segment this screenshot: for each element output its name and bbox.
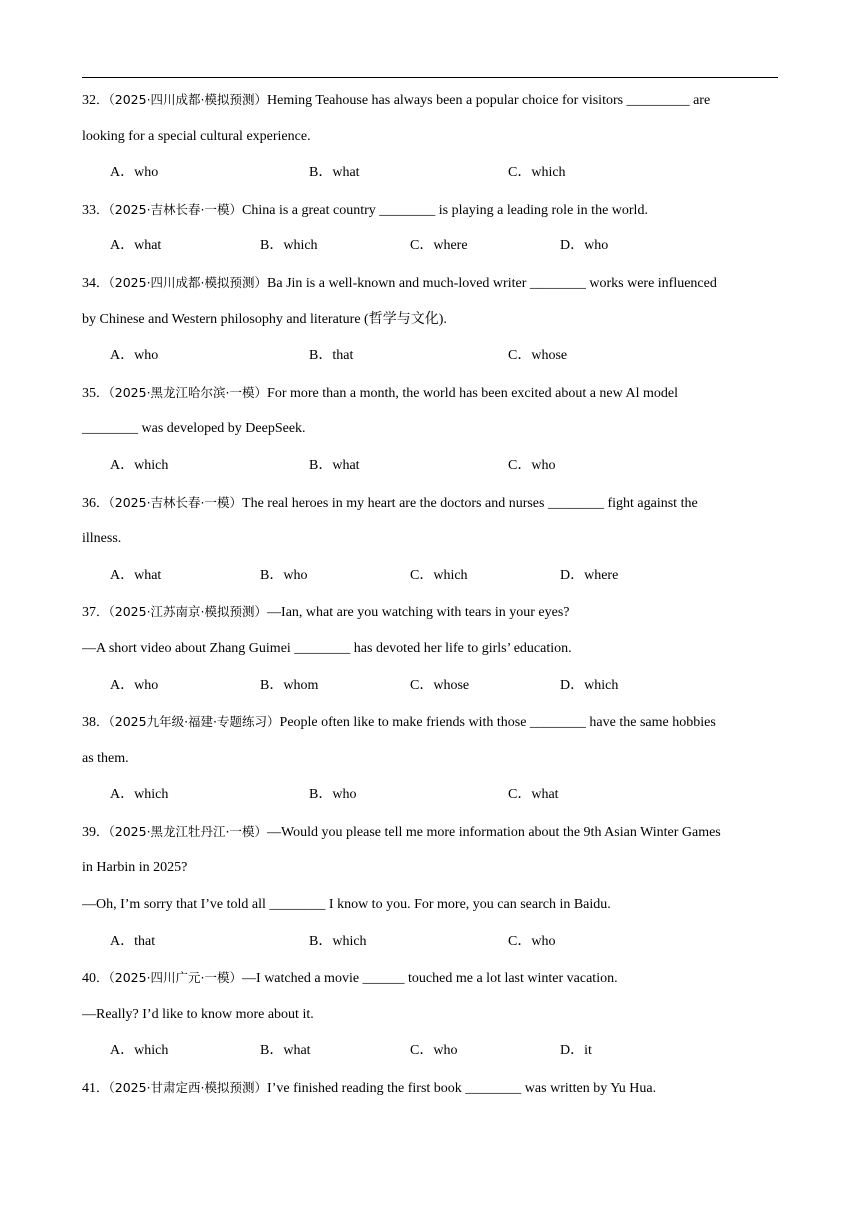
- question-text-line: as them.: [82, 750, 129, 766]
- question-41: [82, 1070, 778, 1107]
- question-number: 35: [82, 385, 96, 401]
- number-separator: ．: [96, 970, 109, 986]
- question-number: 33: [82, 202, 96, 218]
- option-b[interactable]: B．what: [260, 1043, 311, 1059]
- question-37: [82, 594, 778, 704]
- question-text-line: —Oh, I’m sorry that I’ve told all ________ I know to you. For more, you can search in Baidu.: [82, 897, 611, 913]
- question-text-line: —Really? I’d like to know more about it.: [82, 1006, 314, 1022]
- question-stem: [82, 814, 778, 851]
- option-c[interactable]: C．which: [410, 567, 468, 583]
- option-a[interactable]: A．which: [110, 457, 169, 473]
- number-separator: ．: [96, 714, 109, 730]
- question-text: For more than a month, the world has been excited about a new Al model: [267, 385, 678, 401]
- option-a[interactable]: A．who: [110, 165, 159, 181]
- question-40: [82, 960, 778, 1070]
- question-stem: [82, 704, 778, 741]
- question-text-line: in Harbin in 2025?: [82, 860, 188, 876]
- question-source: （2025·甘肃定西·模拟预测）: [108, 1080, 268, 1096]
- question-text-line: illness.: [82, 531, 122, 547]
- question-source: （2025·吉林长春·一模）: [108, 494, 243, 510]
- option-b[interactable]: B．whom: [260, 677, 319, 693]
- question-stem: [82, 485, 778, 522]
- question-text: —Would you please tell me more information about the 9th Asian Winter Games: [267, 824, 721, 840]
- option-a[interactable]: A．what: [110, 567, 162, 583]
- question-number: 40: [82, 971, 96, 987]
- option-b[interactable]: B．which: [309, 933, 367, 949]
- answer-options: [82, 1033, 778, 1070]
- question-text: China is a great country ________ is playing a leading role in the world.: [242, 202, 648, 218]
- answer-options: [82, 558, 778, 595]
- question-source: （2025·黑龙江牡丹江·一模）: [108, 823, 268, 839]
- answer-options: [82, 338, 778, 375]
- number-separator: ．: [96, 604, 109, 620]
- option-c[interactable]: C．whose: [410, 677, 470, 693]
- question-text: Ba Jin is a well-known and much-loved writer ________ works were influenced: [267, 275, 717, 291]
- question-33: [82, 192, 778, 265]
- question-text-line: by Chinese and Western philosophy and literature (哲学与文化).: [82, 311, 447, 327]
- number-separator: ．: [96, 92, 109, 107]
- number-separator: ．: [96, 1080, 109, 1096]
- option-c[interactable]: C．who: [508, 933, 556, 949]
- number-separator: ．: [96, 201, 109, 217]
- header-rule: [82, 77, 778, 78]
- option-b[interactable]: B．what: [309, 457, 360, 473]
- question-source: （2025·吉林长春·一模）: [108, 201, 243, 217]
- question-number: 36: [82, 495, 96, 511]
- number-separator: ．: [96, 823, 109, 839]
- number-separator: ．: [96, 384, 109, 400]
- question-source: （2025·四川成都·模拟预测）: [108, 92, 268, 107]
- option-a[interactable]: A．what: [110, 238, 162, 254]
- question-text: People often like to make friends with those ________ have the same hobbies: [279, 715, 716, 731]
- option-b[interactable]: B．what: [309, 165, 360, 181]
- question-source: （2025·江苏南京·模拟预测）: [108, 604, 268, 620]
- option-b[interactable]: B．who: [309, 787, 357, 803]
- option-c[interactable]: C．what: [508, 787, 559, 803]
- option-c[interactable]: C．where: [410, 238, 468, 254]
- option-b[interactable]: B．who: [260, 567, 308, 583]
- question-stem: [82, 594, 778, 631]
- question-stem: [82, 1070, 778, 1107]
- option-d[interactable]: D．it: [560, 1043, 592, 1059]
- question-number: 34: [82, 275, 96, 291]
- question-stem: [82, 375, 778, 412]
- question-text: Heming Teahouse has always been a popular choice for visitors _________ are: [267, 93, 711, 108]
- question-39: [82, 814, 778, 960]
- option-a[interactable]: A．who: [110, 348, 159, 364]
- question-text-line: ________ was developed by DeepSeek.: [82, 421, 306, 437]
- question-number: 39: [82, 824, 96, 840]
- option-d[interactable]: D．where: [560, 567, 619, 583]
- option-d[interactable]: D．which: [560, 677, 619, 693]
- answer-options: [82, 448, 778, 485]
- option-c[interactable]: C．which: [508, 165, 566, 181]
- answer-options: [82, 924, 778, 961]
- option-d[interactable]: D．who: [560, 238, 609, 254]
- question-text: The real heroes in my heart are the doctors and nurses ________ fight against the: [242, 495, 698, 511]
- question-38: [82, 704, 778, 814]
- option-a[interactable]: A．which: [110, 787, 169, 803]
- question-stem: [82, 265, 778, 302]
- question-text-line: looking for a special cultural experience.: [82, 128, 311, 144]
- option-a[interactable]: A．that: [110, 933, 156, 949]
- question-number: 32: [82, 93, 96, 108]
- question-stem: [82, 192, 778, 229]
- answer-options: [82, 228, 778, 265]
- question-source: （2025·黑龙江哈尔滨·一模）: [108, 384, 268, 400]
- question-text: I’ve finished reading the first book ________ was written by Yu Hua.: [267, 1081, 657, 1097]
- number-separator: ．: [96, 494, 109, 510]
- question-text: —Ian, what are you watching with tears in your eyes?: [267, 605, 570, 621]
- option-a[interactable]: A．which: [110, 1043, 169, 1059]
- question-text: —I watched a movie ______ touched me a lot last winter vacation.: [242, 971, 618, 987]
- question-number: 37: [82, 605, 96, 621]
- question-34: [82, 265, 778, 375]
- question-source: （2025·四川广元·一模）: [108, 970, 243, 986]
- question-number: 41: [82, 1081, 96, 1097]
- question-35: [82, 375, 778, 485]
- answer-options: [82, 155, 778, 192]
- answer-options: [82, 777, 778, 814]
- question-32: [82, 82, 778, 192]
- question-36: [82, 485, 778, 595]
- question-stem: [82, 960, 778, 997]
- option-c[interactable]: C．who: [508, 457, 556, 473]
- question-stem: [82, 82, 778, 119]
- question-text-line: —A short video about Zhang Guimei ________ has devoted her life to girls’ education.: [82, 640, 572, 656]
- option-c[interactable]: C．who: [410, 1043, 458, 1059]
- option-a[interactable]: A．who: [110, 677, 159, 693]
- question-source: （2025九年级·福建·专题练习）: [108, 714, 280, 730]
- number-separator: ．: [96, 274, 109, 290]
- option-b[interactable]: B．that: [309, 348, 354, 364]
- answer-options: [82, 668, 778, 705]
- option-c[interactable]: C．whose: [508, 348, 568, 364]
- question-source: （2025·四川成都·模拟预测）: [108, 274, 268, 290]
- option-b[interactable]: B．which: [260, 238, 318, 254]
- question-number: 38: [82, 715, 96, 731]
- question-list: [82, 82, 778, 1107]
